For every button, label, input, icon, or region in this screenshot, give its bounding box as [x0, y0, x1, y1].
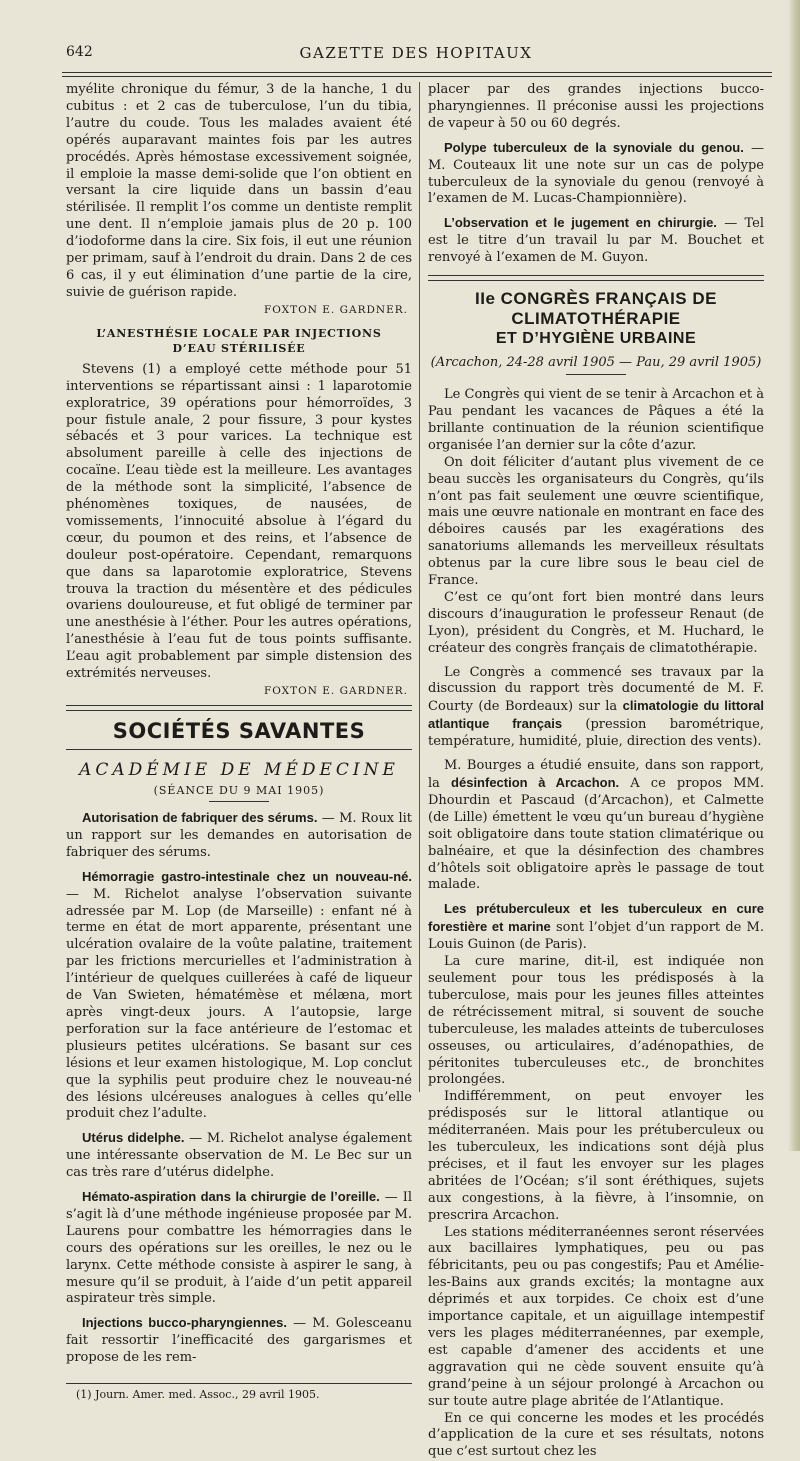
paragraph-c9: Les stations méditerranéennes seront réservées aux bacillaires lymphatiques, peu ou pas fébricitants, peu ou pas congestifs; Pau et Amélie-les-Bains aux grands excités; la montagne aux déprimés et aux torpides. Ce choix est d’une importance capitale, et un aiguillage intempestif vers les plages méditerranéennes, par exemple, est capable d’amener des accidents et une aggravation qui ne cède souvent ensuite qu’à grand’peine à un séjour prolongé à Arcachon ou sur toute autre plage abritée de l’Atlantique. — [428, 1224, 764, 1409]
c4-text-a: Le Congrès a commencé ses travaux par la discussion du rapport très documenté de M. F. Courty (de Bordeaux) sur la — [428, 664, 764, 715]
congress-dates: (Arcachon, 24-28 avril 1905 — Pau, 29 avril 1905) — [430, 355, 762, 371]
paragraph-c1: Le Congrès qui vient de se tenir à Arcachon et à Pau pendant les vacances de Pâques a été la brillante continuation de la réunion scientifique organisée l’an dernier sur la côte d’azur. — [428, 387, 764, 453]
page-edge — [788, 0, 800, 1151]
signature-2: FOXTON E. GARDNER. — [263, 685, 408, 697]
paragraph-continuation: placer par des grandes injections bucco-pharyngiennes. Il préconise aussi les projections de vapeur à 50 ou 60 degrés. — [428, 82, 764, 131]
hemorragie-text: — M. Richelot analyse l’observation suivante adressée par M. Lop (de Marseille) : enfant né à terme en état de mort apparente, présentant une ulcération ovalaire de la voûte palatine, traitement par les frictions mercurielles et l’administration à l’intérieur de quelques cuillerées à café de liqueur de Van Swieten, hématémèse et mélæna, mort après vingt-deux jours. A l’autopsie, large perforation sur la face antérieure de l’estomac et plusieurs petites ulcérations. Se basant sur ces lésions et leur examen histologique, M. Lop conclut que la syphilis peut produire chez le nouveau-né des lésions ulcéreuses analogues à celles qu’elle produit chez l’adulte. — [66, 886, 412, 1122]
paragraph-c4 — [428, 665, 764, 752]
c4-text-c: (pression barométrique, température, humidité, pluie, direction des vents). — [428, 717, 764, 750]
section-title-rule — [66, 749, 412, 750]
paragraph-c10: En ce qui concerne les modes et les procédés d’application de la cure et ses résultats, notons que c’est surtout chez les — [428, 1410, 764, 1460]
header-rule — [62, 72, 772, 77]
paragraph-c3: C’est ce qu’ont fort bien montré dans leurs discours d’inauguration le professeur Renaut (de Lyon), président du Congrès, et M. Huchard, le créateur des congrès français de climatothérapie. — [428, 589, 764, 656]
academy-title: ACADÉMIE DE MÉDECINE — [79, 760, 399, 780]
signature-1: FOXTON E. GARDNER. — [263, 303, 408, 316]
paragraph-intro: myélite chronique du fémur, 3 de la hanche, 1 du cubitus : et 2 cas de tuberculose, l’un du tibia, l’autre du coude. Tous les malades avaient été opérés auparavant maintes fois par les autres procédés. Après hémostase excessivement soignée, il emploie la masse demi-solide que l’on obtient en versant la cire liquide dans un bassin d’eau stérilisée. Il remplit l’os comme un dentiste remplit une dent. Il n’emploie jamais plus de 20 p. 100 d’iodoforme dans la cire. Six fois, il eut une réunion per primam, sauf à l’endroit du drain. Dans 2 de ces 6 cas, il y eut élimination d’une partie de la cire, suivie de guérison rapide. — [66, 82, 412, 300]
page-header — [66, 44, 766, 68]
hemorragie-title: Hémorragie gastro-intestinale chez un nouveau-né. — [82, 868, 412, 884]
paragraph-polype — [428, 140, 764, 209]
section-title: SOCIÉTÉS SAVANTES — [112, 719, 366, 743]
anesthesia-heading — [66, 326, 412, 356]
paragraph-c6 — [428, 901, 764, 954]
observation-title: L’observation et le jugement en chirurgie. — [444, 215, 717, 231]
injections-text: — M. Golesceanu fait ressortir l’inefficacité des gargarismes et propose de les rem- — [66, 1316, 413, 1366]
seance-rule — [209, 801, 269, 802]
c6-text: sont l’objet d’un rapport de M. Louis Guinon (de Paris). — [428, 920, 764, 953]
observation-text: — Tel est le titre d’un travail lu par M. Bouchet et renvoyé à l’examen de M. Guyon. — [428, 216, 764, 266]
paragraph-anesthesia: Stevens (1) a employé cette méthode pour 51 interventions se répartissant ainsi : 1 laparotomie exploratrice, 39 opérations pour hémorroïdes, 3 pour fistule anale, 2 pour fissure, 3 pour kystes sébacés et 3 pour varices. La technique est absolument pareille à celle des injections de cocaïne. L’eau tiède est la meilleure. Les avantages de la méthode sont la simplicité, l’absence de phénomènes toxiques, de nausées, de vomissements, l’innocuité absolue à l’égard du cœur, du poumon et des reins, et l’absence de douleur post-opératoire. Cependant, remarquons que dans sa laparotomie exploratrice, Stevens trouva la traction du mésentère et des pédicules ovariens douloureuse, et fut obligé de terminer par une anesthésie à l’éther. Pour les autres opérations, l’anesthésie à l’eau fut de tous points suffisante. L’eau agit probablement par simple distension des extrémités nerveuses. — [66, 361, 412, 682]
paragraph-uterus — [66, 1130, 412, 1182]
c5-text-a: M. Bourges a étudié ensuite, dans son rapport, la — [428, 758, 764, 791]
c5-text-c: A ce propos MM. Dhourdin et Pascaud (d’Arcachon), et Calmette (de Lille) émettent le vœu qu’un bureau d’hygiène soit obligatoire dans toute station climatérique ou balnéaire, et que la désinfection des chambres d’hôtels soit obligatoire après le passage de tout malade. — [428, 776, 764, 893]
paragraph-c7: La cure marine, dit-il, est indiquée non seulement pour tous les prédisposés à la tuberculose, mais pour les jeunes filles atteintes de rétrécissement mitral, si souvent de souche tuberculeuse, les malades atteints de tuberculoses osseuses, ou articulaires, d’adénopathies, de péritonites tuberculeuses etc., de bronchites prolongées. — [428, 954, 764, 1088]
c6-bold: Les prétuberculeux et les tuberculeux en cure forestière et marine — [428, 901, 764, 935]
footnote-rule — [66, 1383, 412, 1384]
polype-text: — M. Couteaux lit une note sur un cas de polype tuberculeux de la synoviale du genou (renvoyé à l’examen de M. Lucas-Championnière). — [428, 140, 764, 207]
left-column — [66, 82, 412, 1402]
seance-date: (SÉANCE DU 9 MAI 1905) — [153, 784, 325, 797]
congress-title-rule — [566, 374, 626, 375]
hemato-text: — Il s’agit là d’une méthode ingénieuse proposée par M. Laurens pour combattre les hémorragies dans le cours des opérations sur les oreilles, le nez ou le larynx. Cette méthode consiste à aspirer le sang, à mesure qu’il se produit, à l’aide d’un petit appareil aspirateur très simple. — [66, 1190, 412, 1307]
paragraph-hemorragie — [66, 869, 412, 1124]
serums-text: — M. Roux lit un rapport sur les demandes en autorisation de fabriquer des sérums. — [66, 811, 412, 860]
congress-subtitle: ET D’HYGIÈNE URBAINE — [495, 330, 697, 348]
anesthesia-heading-line2: D’EAU STÉRILISÉE — [172, 341, 306, 355]
paragraph-serums — [66, 810, 412, 862]
serums-title: Autorisation de fabriquer des sérums. — [82, 810, 318, 825]
uterus-text: — M. Richelot analyse également une intéressante observation de M. Le Bec sur un cas très rare d’utérus didelphe. — [66, 1131, 412, 1181]
paragraph-c5 — [428, 758, 764, 894]
congress-title: IIe CONGRÈS FRANÇAIS DE CLIMATOTHÉRAPIE — [475, 289, 717, 329]
running-title: GAZETTE DES HOPITAUX — [299, 44, 533, 62]
paragraph-c8: Indifféremment, on peut envoyer les prédisposés sur le littoral atlantique ou méditerranéen. Mais pour les prétuberculeux ou les tuberculeux, les indications sont déjà plus précises, et il faut les envoyer sur les plages abritées de l’Océan; s’il sont éréthiques, sujets aux congestions, à la fièvre, à l’insomnie, on prescrira Arcachon. — [428, 1089, 764, 1223]
polype-title: Polype tuberculeux de la synoviale du genou. — [444, 139, 744, 155]
paragraph-c2: On doit féliciter d’autant plus vivement de ce beau succès les organisateurs du Congrès, qu’ils n’ont pas fait seulement une œuvre scientifique, mais une œuvre nationale en montrant en face des déboires causés par les exagérations des sanatoriums allemands les merveilleux résultats obtenus par la cure libre sous le beau ciel de France. — [428, 454, 764, 589]
page-number: 642 — [66, 44, 93, 60]
c4-bold: climatologie du littoral atlantique français — [428, 698, 764, 732]
congress-rule — [428, 275, 764, 281]
c5-bold: désinfection à Arcachon. — [451, 775, 620, 790]
anesthesia-heading-line1: L’ANESTHÉSIE LOCALE PAR INJECTIONS — [96, 326, 382, 340]
right-column — [428, 82, 764, 1461]
section-rule — [66, 705, 412, 711]
injections-title: Injections bucco-pharyngiennes. — [82, 1315, 287, 1331]
paragraph-hemato — [66, 1189, 412, 1308]
footnote: (1) Journ. Amer. med. Assoc., 29 avril 1905. — [76, 1388, 320, 1402]
paragraph-injections — [66, 1315, 412, 1367]
hemato-title: Hémato-aspiration dans la chirurgie de l’oreille. — [82, 1189, 380, 1205]
column-divider — [419, 82, 420, 1092]
uterus-title: Utérus didelphe. — [82, 1130, 185, 1146]
paragraph-observation — [428, 215, 764, 267]
